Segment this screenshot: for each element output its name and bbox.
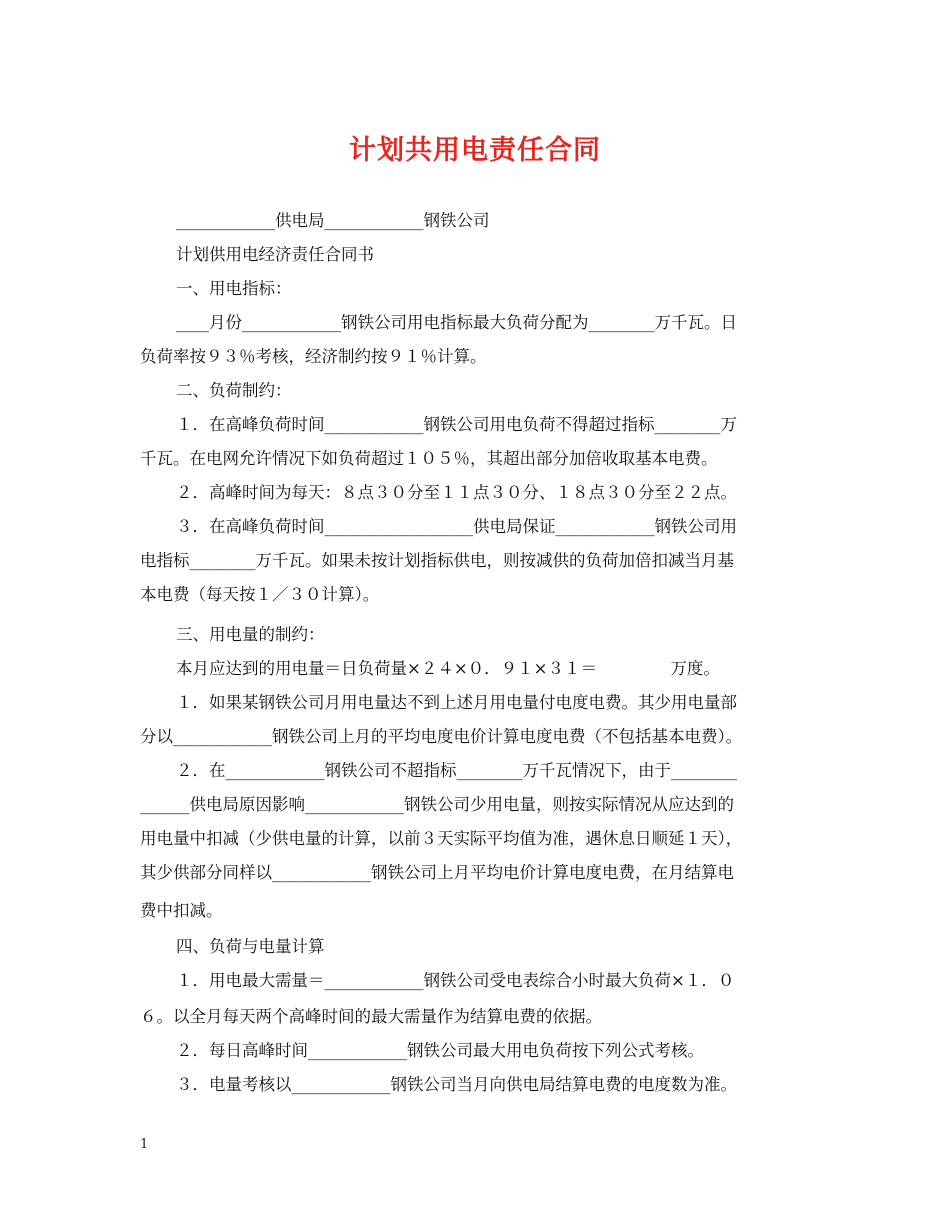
paragraph-line: 电指标________万千瓦。如果未按计划指标供电，则按减供的负荷加倍扣减当月基 — [140, 551, 734, 570]
paragraph-line: ２．每日高峰时间____________钢铁公司最大用电负荷按下列公式考核。 — [176, 1041, 704, 1060]
section-heading-1: 一、用电指标： — [176, 279, 292, 298]
section-heading-2: 二、负荷制约： — [176, 381, 292, 400]
paragraph-line: １．用电最大需量＝____________钢铁公司受电表综合小时最大负荷×１．０ — [176, 971, 735, 990]
paragraph-line: 本电费（每天按１／３０计算）。 — [140, 585, 380, 604]
paragraph-line: 负荷率按９３％考核，经济制约按９１％计算。 — [140, 347, 487, 366]
document-title: 计划共用电责任合同 — [349, 135, 601, 166]
section-heading-3: 三、用电量的制约： — [176, 625, 325, 644]
paragraph-line: ３．在高峰负荷时间__________________供电局保证____________钢铁公司用 — [176, 517, 737, 536]
paragraph-line: １．在高峰负荷时间____________钢铁公司用电负荷不得超过指标________万 — [176, 415, 737, 434]
paragraph-line: 其少供部分同样以____________钢铁公司上月平均电价计算电度电费，在月结算电 — [140, 863, 734, 882]
page-number: 1 — [140, 1137, 149, 1152]
section-heading-4: 四、负荷与电量计算 — [176, 937, 325, 956]
paragraph-line: ２．在____________钢铁公司不超指标________万千瓦情况下，由于________ — [176, 761, 737, 780]
paragraph-line: ____月份____________钢铁公司用电指标最大负荷分配为________万千瓦。日 — [176, 313, 737, 332]
paragraph-line: 千瓦。在电网允许情况下如负荷超过１０５％，其超出部分加倍收取基本电费。 — [140, 449, 718, 468]
paragraph-line: １．如果某钢铁公司月用电量达不到上述月用电量付电度电费。其少用电量部 — [176, 693, 737, 712]
paragraph-line: 用电量中扣减（少供电量的计算，以前３天实际平均值为准，遇休息日顺延１天）， — [140, 829, 743, 848]
paragraph-line: ______供电局原因影响____________钢铁公司少用电量，则按实际情况从应达到的 — [140, 795, 734, 814]
paragraph-line: ６。以全月每天两个高峰时间的最大需量作为结算电费的依据。 — [140, 1007, 602, 1026]
paragraph-line: ３．电量考核以____________钢铁公司当月向供电局结算电费的电度数为准。 — [176, 1075, 737, 1094]
paragraph-line: 费中扣减。 — [140, 901, 223, 920]
paragraph-line: 分以____________钢铁公司上月的平均电度电价计算电度电费（不包括基本电费）。 — [140, 727, 743, 746]
paragraph-line: ２．高峰时间为每天：８点３０分至１１点３０分、１８点３０分至２２点。 — [176, 483, 737, 502]
contract-subtitle: 计划供用电经济责任合同书 — [176, 245, 374, 264]
paragraph-line: 本月应达到的用电量＝日负荷量×２４×０．９１×３１＝ 万度。 — [176, 659, 720, 678]
contract-parties-line: ____________供电局____________钢铁公司 — [176, 211, 490, 230]
